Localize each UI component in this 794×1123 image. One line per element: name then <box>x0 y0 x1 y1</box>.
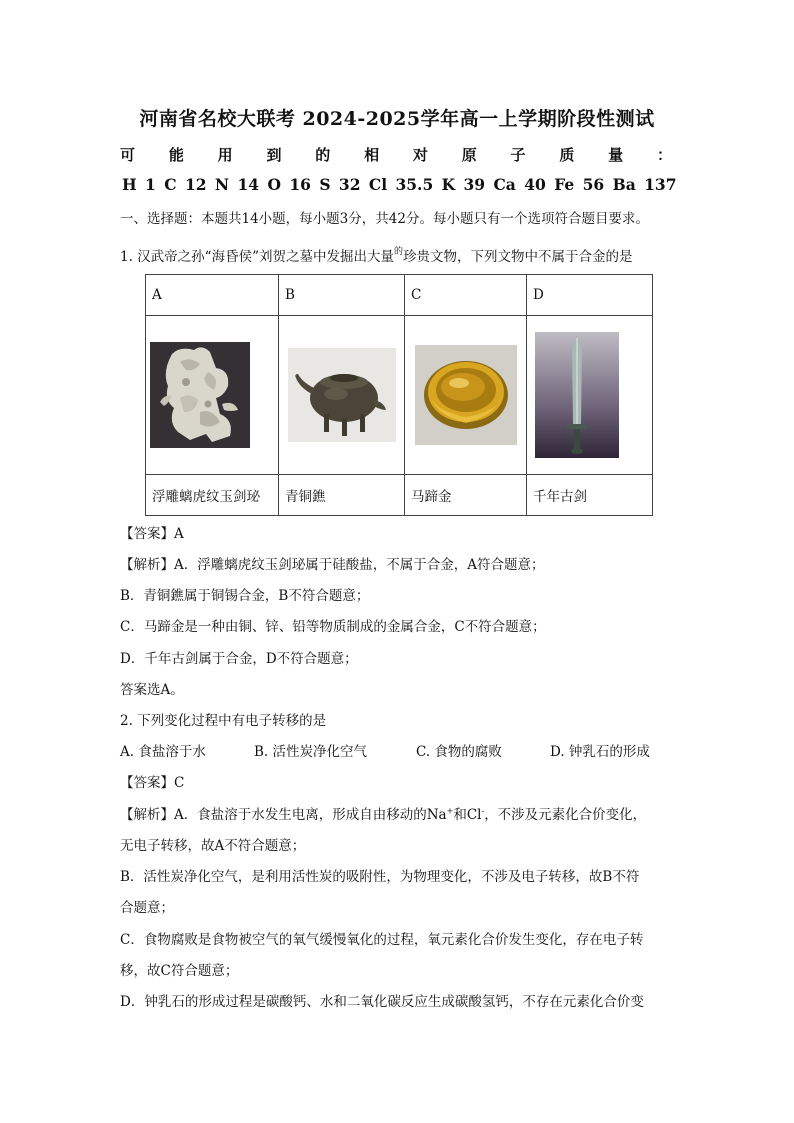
page-title: 河南省名校大联考 2024-2025学年高一上学期阶段性测试 <box>139 108 655 130</box>
q1-image-cell-b <box>279 316 405 475</box>
q2-analysis-line: 合题意； <box>120 900 174 916</box>
q1-header-b: B <box>279 275 405 316</box>
q2-stem: 2. 下列变化过程中有电子转移的是 <box>120 713 327 729</box>
mass-label-char: 质 <box>559 146 575 164</box>
horseshoe-gold-image <box>415 345 517 445</box>
mass-label-char: 用 <box>217 146 233 164</box>
q2-analysis-part: 【解析】A．食盐溶于水发生电离，形成自由移动的Na <box>120 807 447 823</box>
q2-analysis-line: C．食物腐败是食物被空气的氧气缓慢氧化的过程，氧元素化合价发生变化，存在电子转 <box>120 932 644 948</box>
mass-label-char: 可 <box>120 146 136 164</box>
q1-analysis-line: 答案选A。 <box>120 682 184 698</box>
q1-image-cell-c <box>405 316 527 475</box>
q1-image-cell-d <box>527 316 653 475</box>
section-heading: 一、选择题：本题共14小题，每小题3分，共42分。每小题只有一个选项符合题目要求。 <box>120 211 649 227</box>
q1-analysis-line: B．青铜鐎属于铜锡合金，B不符合题意； <box>120 588 370 604</box>
q2-analysis-line: D．钟乳石的形成过程是碳酸钙、水和二氧化碳反应生成碳酸氢钙，不存在元素化合价变 <box>120 994 644 1010</box>
sodium-ion-charge: + <box>446 806 454 816</box>
q1-option-name-d: 千年古剑 <box>527 475 653 516</box>
q2-option-d: D. 钟乳石的形成 <box>550 744 650 760</box>
q1-analysis-line: 【解析】A．浮雕螭虎纹玉剑珌属于硅酸盐，不属于合金，A符合题意； <box>120 557 545 573</box>
atomic-mass-label <box>120 144 672 165</box>
q2-analysis-line: 移，故C符合题意； <box>120 963 239 979</box>
q1-stem <box>120 245 633 265</box>
q1-analysis-line: D．千年古剑属于合金，D不符合题意； <box>120 651 358 667</box>
q1-option-name-a: 浮雕螭虎纹玉剑珌 <box>146 475 279 516</box>
q1-header-d: D <box>527 275 653 316</box>
q2-analysis-line: 无电子转移，故A不符合题意； <box>120 838 306 854</box>
q2-answer: 【答案】C <box>120 775 185 791</box>
q1-option-name-b: 青铜鐎 <box>279 475 405 516</box>
q2-analysis-part: ，不涉及元素化合价变化， <box>484 807 647 823</box>
q1-stem-part: 1. 汉武帝之孙“海昏侯”刘贺之墓中发掘出大量 <box>120 249 394 265</box>
q1-header-c: C <box>405 275 527 316</box>
mass-label-char: 到 <box>266 146 282 164</box>
atomic-mass-values: H 1 C 12 N 14 O 16 S 32 Cl 35.5 K 39 Ca 40 Fe 56 Ba 137 <box>122 175 677 194</box>
chloride-ion-charge: - <box>481 806 485 816</box>
q2-analysis-first-line <box>120 803 646 823</box>
mass-label-char: ： <box>656 146 672 164</box>
q2-option-a: A. 食盐溶于水 <box>120 744 206 760</box>
q2-analysis-part: 和Cl <box>453 807 482 823</box>
q2-option-b: B. 活性炭净化空气 <box>254 744 368 760</box>
q1-answer: 【答案】A <box>120 526 184 542</box>
mass-label-char: 子 <box>510 146 526 164</box>
q1-option-name-c: 马蹄金 <box>405 475 527 516</box>
q1-stem-note: 的 <box>393 247 403 257</box>
mass-label-char: 对 <box>412 146 428 164</box>
q1-analysis-line: C．马蹄金是一种由铜、锌、铅等物质制成的金属合金，C不符合题意； <box>120 619 546 635</box>
mass-label-char: 能 <box>168 146 184 164</box>
q2-option-c: C. 食物的腐败 <box>416 744 502 760</box>
mass-label-char: 的 <box>315 146 331 164</box>
mass-label-char: 量 <box>608 146 624 164</box>
jade-sword-ornament-image <box>150 342 250 448</box>
q2-analysis-line: B．活性炭净化空气，是利用活性炭的吸附性，为物理变化，不涉及电子转移，故B不符 <box>120 869 640 885</box>
q1-options-table <box>145 274 653 516</box>
q1-header-a: A <box>146 275 279 316</box>
q1-image-cell-a <box>146 316 279 475</box>
mass-label-char: 相 <box>364 146 380 164</box>
q1-stem-part: 珍贵文物，下列文物中不属于合金的是 <box>403 249 633 265</box>
bronze-vessel-image <box>288 348 396 442</box>
mass-label-char: 原 <box>461 146 477 164</box>
ancient-sword-image <box>535 332 619 458</box>
